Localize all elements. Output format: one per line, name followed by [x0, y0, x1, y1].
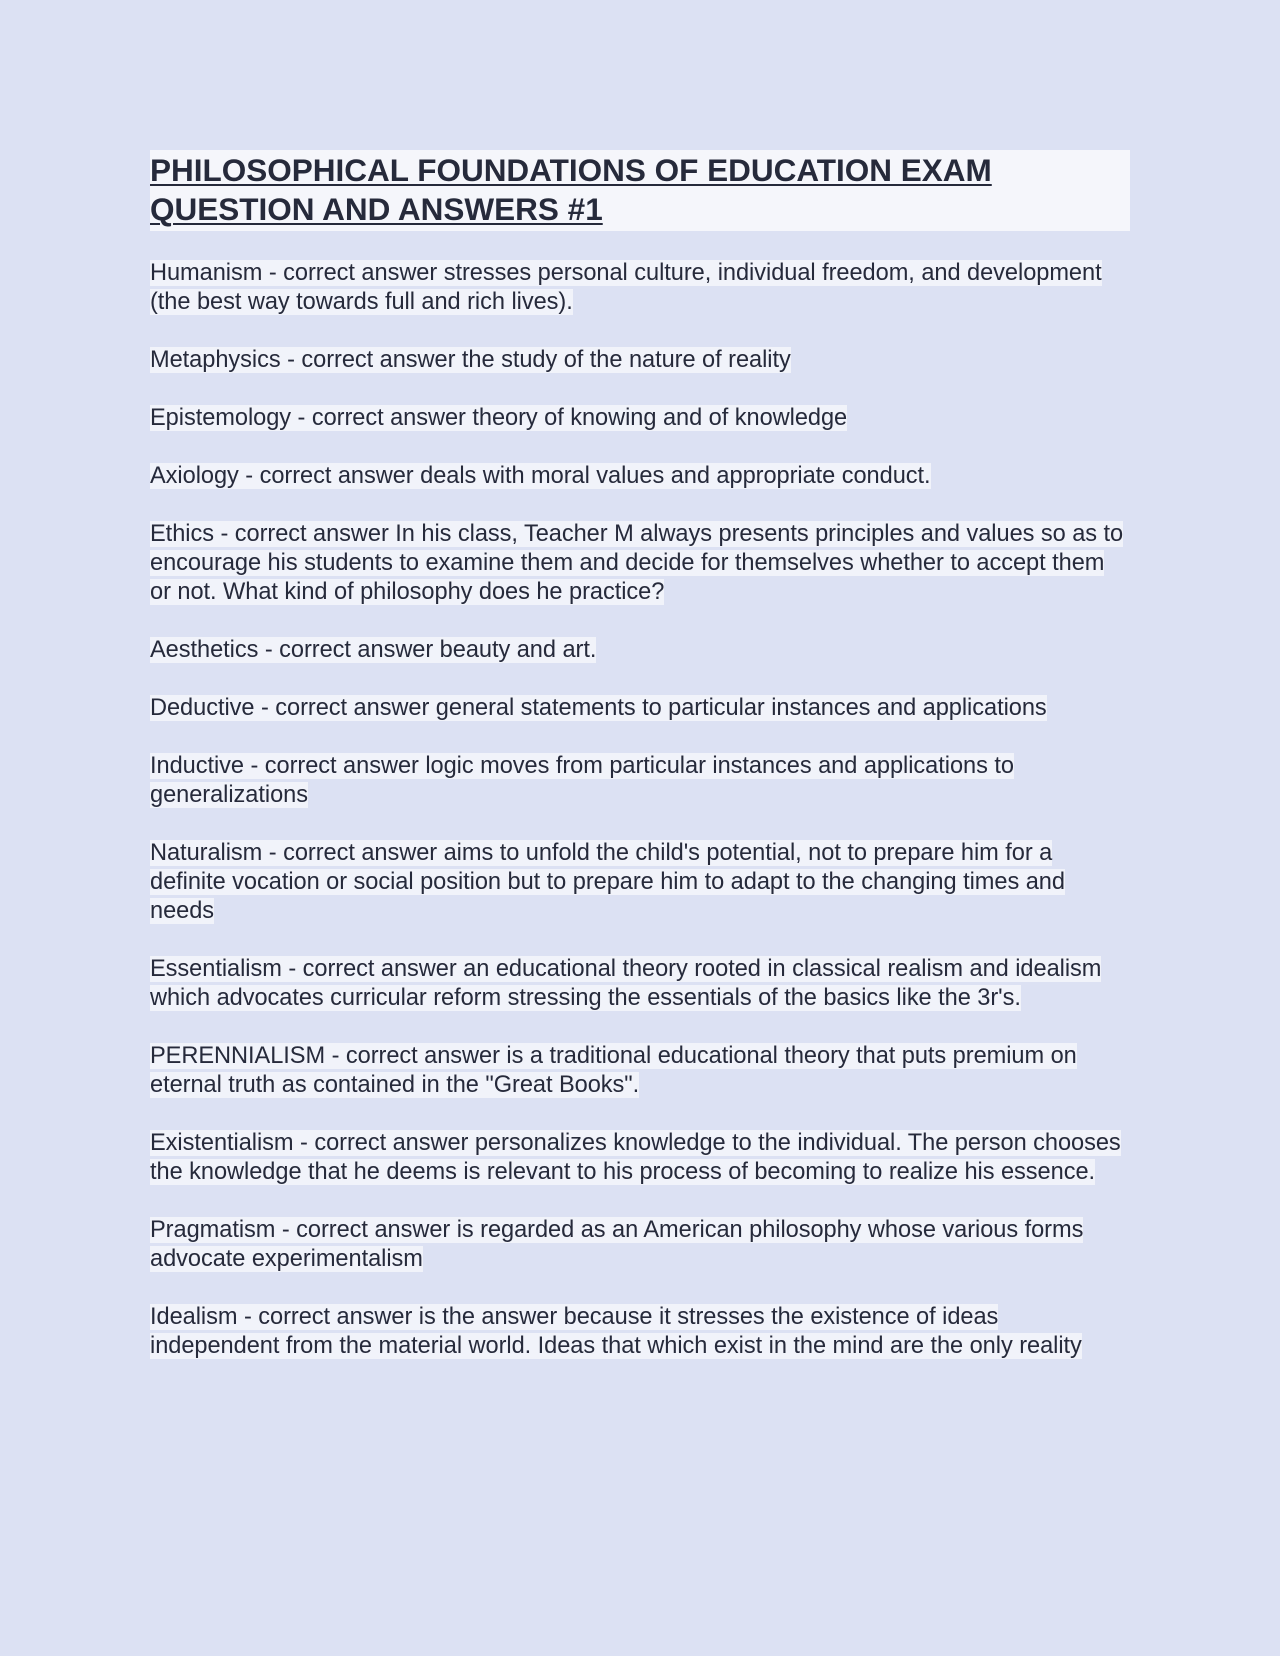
qa-entry-naturalism	[150, 839, 1130, 926]
qa-text: Naturalism - correct answer aims to unfold the child's potential, not to prepare him for a definite vocation or social position but to prepare him to adapt to the changing times and needs	[150, 840, 1065, 924]
qa-entry-ethics	[150, 520, 1130, 607]
qa-text: Existentialism - correct answer personalizes knowledge to the individual. The person chooses the knowledge that he deems is relevant to his process of becoming to realize his essence.	[150, 1130, 1121, 1185]
qa-text: Deductive - correct answer general statements to particular instances and applications	[150, 695, 1047, 721]
title-block	[150, 150, 1130, 231]
qa-entry-deductive	[150, 694, 1130, 723]
qa-entry-epistemology	[150, 404, 1130, 433]
qa-entry-aesthetics	[150, 636, 1130, 665]
qa-entry-essentialism	[150, 955, 1130, 1013]
qa-entry-pragmatism	[150, 1216, 1130, 1274]
qa-entry-humanism	[150, 259, 1130, 317]
qa-text: PERENNIALISM - correct answer is a traditional educational theory that puts premium on eternal truth as contained in the "Great Books".	[150, 1043, 1077, 1098]
qa-text: Inductive - correct answer logic moves from particular instances and applications to generalizations	[150, 753, 1014, 808]
qa-entry-existentialism	[150, 1129, 1130, 1187]
qa-text: Essentialism - correct answer an educational theory rooted in classical realism and idealism which advocates curricular reform stressing the essentials of the basics like the 3r's.	[150, 956, 1102, 1011]
document-page	[150, 150, 1130, 1390]
qa-text: Aesthetics - correct answer beauty and art.	[150, 637, 597, 663]
qa-text: Axiology - correct answer deals with moral values and appropriate conduct.	[150, 463, 931, 489]
qa-text: Humanism - correct answer stresses personal culture, individual freedom, and development (the best way towards full and rich lives).	[150, 260, 1102, 315]
qa-entry-axiology	[150, 462, 1130, 491]
qa-text: Metaphysics - correct answer the study of the nature of reality	[150, 347, 791, 373]
qa-entry-idealism	[150, 1303, 1130, 1361]
qa-text: Idealism - correct answer is the answer because it stresses the existence of ideas independent from the material world. Ideas that which exist in the mind are the only reality	[150, 1304, 1082, 1359]
qa-text: Pragmatism - correct answer is regarded as an American philosophy whose various forms advocate experimentalism	[150, 1217, 1084, 1272]
qa-text: Ethics - correct answer In his class, Teacher M always presents principles and values so as to encourage his students to examine them and decide for themselves whether to accept them or not. What kind of philosophy does he practice?	[150, 521, 1124, 605]
document-title: PHILOSOPHICAL FOUNDATIONS OF EDUCATION EXAM QUESTION AND ANSWERS #1	[150, 152, 992, 227]
qa-entry-perennialism	[150, 1042, 1130, 1100]
qa-text: Epistemology - correct answer theory of knowing and of knowledge	[150, 405, 848, 431]
qa-entry-inductive	[150, 752, 1130, 810]
qa-entry-metaphysics	[150, 346, 1130, 375]
